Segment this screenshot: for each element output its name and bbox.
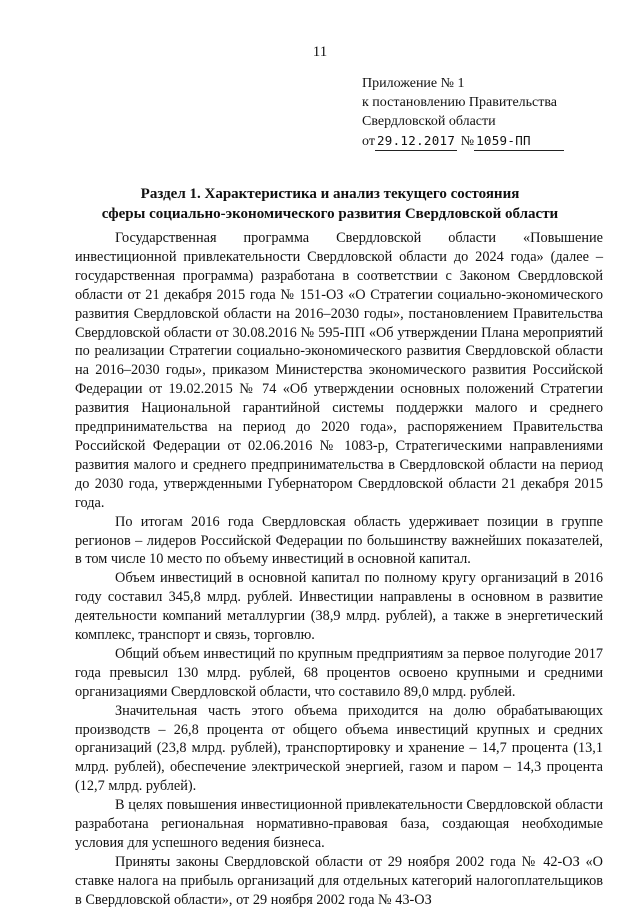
paragraph-adopted-laws: Приняты законы Свердловской области от 29 ноября 2002 года № 42-ОЗ «О ставке налога на прибыль организаций для отдельных категорий налогоплательщиков в Свердловской области», от 29 ноября 2002 года № 43-ОЗ xyxy=(75,853,603,908)
date-prefix: от xyxy=(362,134,375,149)
number-sign: № xyxy=(460,134,475,149)
resolution-date: 29.12.2017 xyxy=(375,131,457,151)
paragraph-investment-volume: Объем инвестиций в основной капитал по полному кругу организаций в 2016 году составил 345,8 млрд. рублей. Инвестиции направлены в основном в развитие деятельности компаний металлургии (38,9 млрд. рублей), а также в энергетический комплекс, транспорт и связь, торговлю. xyxy=(75,570,603,644)
appendix-date-line xyxy=(362,131,622,151)
paragraph-2016-results: По итогам 2016 года Свердловская область удерживает позиции в группе регионов – лидеров Российской Федерации по большинству важнейших показателей, в том числе 10 место по объему инвестиций в основной капитал. xyxy=(75,513,603,568)
paragraph-large-enterprises: Общий объем инвестиций по крупным предприятиям за первое полугодие 2017 года превысил 130 млрд. рублей, 68 процентов освоено крупными и средними организациями Свердловской области, что составило 89,0 млрд. рублей. xyxy=(75,645,603,700)
page-number: 11 xyxy=(312,44,328,60)
resolution-number: 1059-ПП xyxy=(474,131,564,151)
paragraph-regulatory-base: В целях повышения инвестиционной привлекательности Свердловской области разработана региональная нормативно-правовая база, создающая необходимые условия для успешного ведения бизнеса. xyxy=(75,797,603,851)
section-title-line-2: сферы социально-экономического развития Свердловской области xyxy=(101,206,559,222)
appendix-resolution-line: к постановлению Правительства xyxy=(362,95,558,110)
appendix-region-line: Свердловской области xyxy=(362,114,496,129)
section-title-line-1: Раздел 1. Характеристика и анализ текущего состояния xyxy=(140,186,520,202)
section-title xyxy=(60,184,600,224)
paragraph-investment-structure: Значительная часть этого объема приходится на долю обрабатывающих производств – 26,8 процента от общего объема инвестиций крупных и средних организаций (23,8 млрд. рублей), транспортировку и хранение – 14,7 процента (13,1 млрд. рублей), обеспечение электрической энергией, газом и паром – 14,3 процента (12,7 млрд. рублей). xyxy=(75,702,603,795)
paragraph-program-basis: Государственная программа Свердловской области «Повышение инвестиционной привлекательности Свердловской области до 2024 года» (далее – государственная программа) разработана в соответствии с Законом Свердловской области от 21 декабря 2015 года № 151-ОЗ «О Стратегии социально-экономического развития Свердловской области на 2016–2030 годы», постановлением Правительства Свердловской области от 30.08.2016 № 595-ПП «Об утверждении Плана мероприятий по реализации Стратегии социально-экономического развития Свердловской области на 2016–2030 годы», приказом Министерства экономического развития Российской Федерации от 19.02.2015 № 74 «Об утверждении основных положений Стратегии развития Национальной гарантийной системы поддержки малого и среднего предпринимательства на период до 2020 года», распоряжением Правительства Российской Федерации от 02.06.2016 № 1083-р, Стратегическими направлениями развития малого и среднего предпринимательства в Свердловской области на период до 2030 года, утвержденными Губернатором Свердловской области 21 декабря 2015 года. xyxy=(75,230,603,511)
appendix-title: Приложение № 1 xyxy=(362,76,465,91)
body-text xyxy=(75,229,603,910)
appendix-header xyxy=(362,74,622,151)
